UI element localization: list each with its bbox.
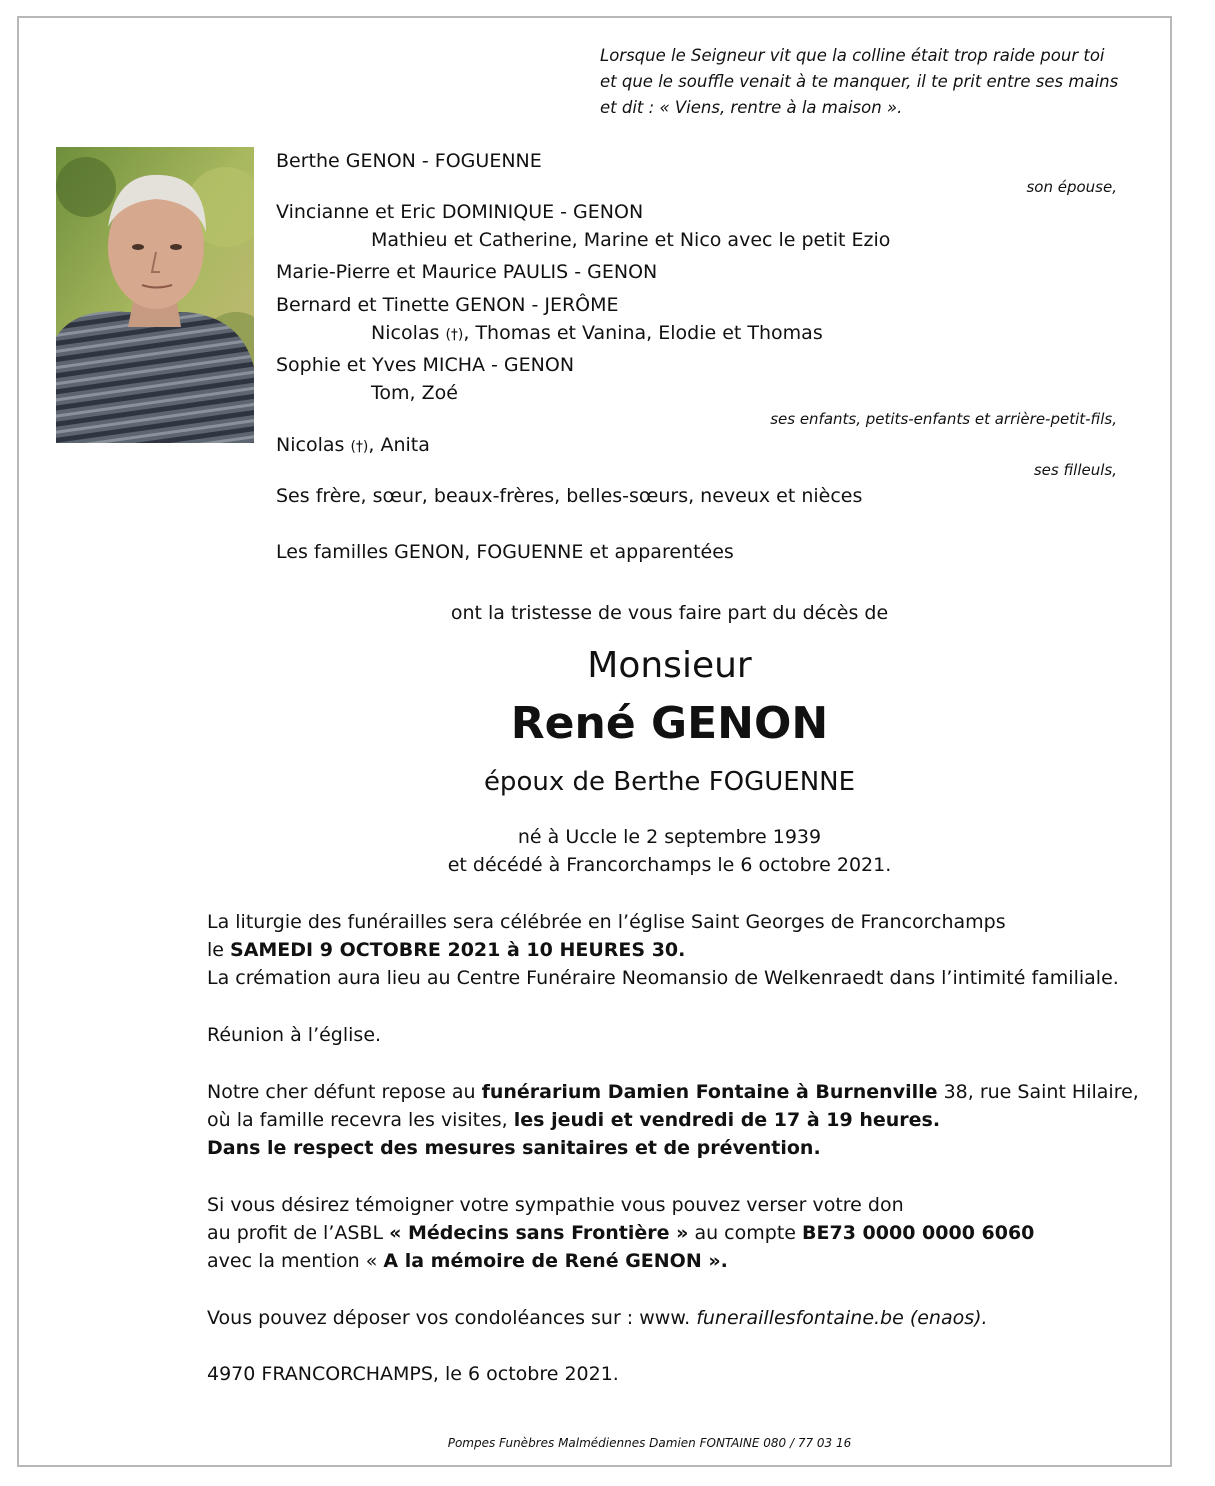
- birth-info: né à Uccle le 2 septembre 1939: [517, 826, 822, 848]
- cremation-line: La crémation aura lieu au Centre Funéraire Neomansio de Welkenraedt dans l’intimité familiale.: [207, 967, 1119, 989]
- relation-children: ses enfants, petits-enfants et arrière-petit-fils,: [770, 410, 1117, 428]
- announcement-title: Monsieur: [587, 645, 752, 686]
- condolences-line: Vous pouvez déposer vos condoléances sur : www. funeraillesfontaine.be (enaos).: [207, 1307, 988, 1329]
- family-grandchildren-4: Tom, Zoé: [371, 382, 458, 404]
- relation-spouse: son épouse,: [1026, 178, 1117, 196]
- portrait-photo: [56, 147, 254, 443]
- liturgy-line-2: le SAMEDI 9 OCTOBRE 2021 à 10 HEURES 30.: [207, 939, 686, 961]
- family-child-2: Marie-Pierre et Maurice PAULIS - GENON: [276, 261, 658, 283]
- rest-line-3: Dans le respect des mesures sanitaires et de prévention.: [207, 1137, 821, 1159]
- liturgy-line-1: La liturgie des funérailles sera célébrée en l’église Saint Georges de Francorchamps: [207, 911, 1006, 933]
- donation-line-2: au profit de l’ASBL « Médecins sans Frontière » au compte BE73 0000 0000 6060: [207, 1222, 1035, 1244]
- donation-line-3: avec la mention « A la mémoire de René GENON ».: [207, 1250, 728, 1272]
- relation-godchildren: ses filleuls,: [1033, 461, 1117, 479]
- deceased-name: René GENON: [510, 698, 829, 749]
- donation-line-1: Si vous désirez témoigner votre sympathie vous pouvez verser votre don: [207, 1194, 904, 1216]
- spouse-of: époux de Berthe FOGUENNE: [483, 767, 856, 797]
- rest-line-1: Notre cher défunt repose au funérarium Damien Fontaine à Burnenville 38, rue Saint Hilaire,: [207, 1081, 1139, 1103]
- death-info: et décédé à Francorchamps le 6 octobre 2021.: [447, 854, 892, 876]
- quote-line-2: et que le souffle venait à te manquer, il te prit entre ses mains: [600, 72, 1119, 91]
- family-child-1: Vincianne et Eric DOMINIQUE - GENON: [276, 201, 644, 223]
- footer-funeral-home: Pompes Funèbres Malmédiennes Damien FONTAINE 080 / 77 03 16: [447, 1436, 852, 1450]
- reunion-line: Réunion à l’église.: [207, 1024, 382, 1046]
- family-spouse: Berthe GENON - FOGUENNE: [276, 150, 542, 172]
- family-child-3: Bernard et Tinette GENON - JERÔME: [276, 294, 619, 316]
- family-child-4: Sophie et Yves MICHA - GENON: [276, 354, 575, 376]
- announcement-intro: ont la tristesse de vous faire part du décès de: [450, 602, 889, 624]
- family-grandchildren-3: Nicolas (†), Thomas et Vanina, Elodie et Thomas: [371, 322, 823, 344]
- place-date: 4970 FRANCORCHAMPS, le 6 octobre 2021.: [207, 1363, 619, 1385]
- family-families: Les familles GENON, FOGUENNE et apparentées: [276, 541, 734, 563]
- family-grandchildren-1: Mathieu et Catherine, Marine et Nico avec le petit Ezio: [371, 229, 891, 251]
- quote-line-1: Lorsque le Seigneur vit que la colline était trop raide pour toi: [600, 46, 1105, 65]
- family-siblings: Ses frère, sœur, beaux-frères, belles-sœurs, neveux et nièces: [276, 485, 863, 507]
- quote-line-3: et dit : « Viens, rentre à la maison ».: [600, 98, 903, 117]
- rest-line-2: où la famille recevra les visites, les jeudi et vendredi de 17 à 19 heures.: [207, 1109, 941, 1131]
- family-godchildren: Nicolas (†), Anita: [276, 434, 430, 456]
